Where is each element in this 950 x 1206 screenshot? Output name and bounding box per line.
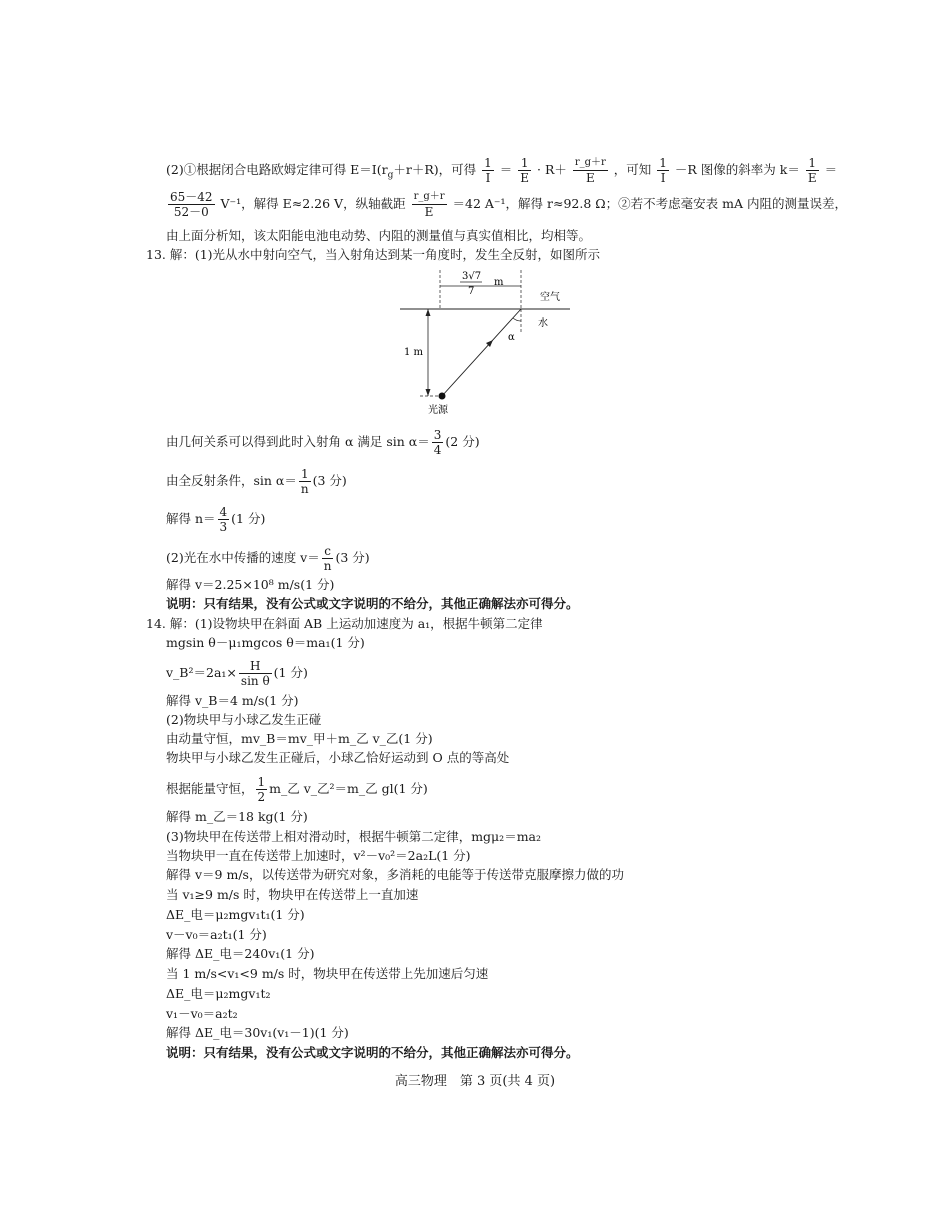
q12-text: (2)①根据闭合电路欧姆定律可得 E＝I(r	[166, 162, 388, 177]
q12-text: ＝42 A⁻¹，解得 r≈92.8 Ω；②若不考虑毫安表 mA 内阻的测量误差，	[452, 196, 847, 211]
arrowhead	[426, 389, 431, 396]
fraction: $\frac{1}{n}$	[300, 467, 309, 496]
q12-line-a	[166, 156, 837, 186]
q14-line-1: mgsin θ－μ₁mgcos θ＝ma₁(1 分)	[166, 635, 365, 650]
fraction: $\frac{4}{3}$	[219, 505, 228, 534]
fraction: $\frac{3}{4}$	[433, 428, 442, 457]
q12-text: ，可知	[613, 162, 652, 177]
q14-line-4: (2)物块甲与小球乙发生正碰	[166, 712, 322, 727]
q14-heading: 14. 解：(1)设物块甲在斜面 AB 上运动加速度为 a₁，根据牛顿第二定律	[146, 616, 543, 631]
q14-line-16: 当 1 m/s<v₁<9 m/s 时，物块甲在传送带上先加速后匀速	[166, 966, 489, 981]
q14-note: 说明：只有结果，没有公式或文字说明的不给分，其他正确解法亦可得分。	[166, 1045, 579, 1060]
q14-line-3: 解得 v_B＝4 m/s(1 分)	[166, 693, 299, 708]
q13-figure	[390, 266, 590, 416]
q12-text: －R 图像的斜率为 k＝	[674, 162, 800, 177]
fraction: $\frac{1}{I}$	[484, 156, 492, 185]
fraction: $\frac{1}{E}$	[520, 156, 530, 185]
fraction: $\frac{H}{\text{sin θ}}$	[240, 659, 270, 688]
page-footer: 高三物理 第 3 页(共 4 页)	[394, 1074, 556, 1089]
q12-line-b	[166, 190, 847, 219]
q14-line-15: 解得 ΔE_电＝240v₁(1 分)	[166, 946, 315, 961]
fraction: $\frac{1}{E}$	[807, 156, 817, 185]
air-label: 空气	[540, 292, 560, 303]
q14-line-18: v₁－v₀＝a₂t₂	[166, 1006, 238, 1021]
depth-label: 1 m	[404, 347, 424, 358]
angle-arc	[513, 318, 521, 321]
fraction: $\frac{1}{I}$	[659, 156, 667, 185]
q14-line-2: v_B²＝2a₁× $\frac{H}{\text{sin θ}}$ (1 分)	[166, 659, 308, 688]
q13-line-4: (2)光在水中传播的速度 v＝ $\frac{c}{n}$ (3 分)	[166, 544, 370, 573]
q13-line-5: 解得 v＝2.25×10⁸ m/s(1 分)	[166, 577, 335, 592]
q12-text: ＝	[824, 162, 838, 177]
q14-line-19: 解得 ΔE_电＝30v₁(v₁－1)(1 分)	[166, 1025, 349, 1040]
q14-line-14: v－v₀＝a₂t₁(1 分)	[166, 927, 267, 942]
alpha-label: α	[508, 332, 515, 343]
q14-line-13: ΔE_电＝μ₂mgv₁t₁(1 分)	[166, 907, 305, 922]
q12-text: ＋r＋R)，可得	[393, 162, 477, 177]
q12-line-c: 由上面分析知，该太阳能电池电动势、内阻的测量值与真实值相比，均相等。	[166, 228, 592, 243]
q14-line-9: (3)物块甲在传送带上相对滑动时，根据牛顿第二定律，mgμ₂＝ma₂	[166, 829, 542, 844]
arrowhead	[426, 309, 431, 316]
q12-sub: g	[387, 170, 394, 181]
water-label: 水	[538, 318, 548, 329]
fraction: $\frac{c}{n}$	[323, 544, 332, 573]
q14-line-12: 当 v₁≥9 m/s 时，物块甲在传送带上一直加速	[166, 887, 419, 902]
light-source	[439, 393, 446, 400]
width-label-num: 3√7	[462, 271, 482, 282]
q12-text: ＝	[499, 162, 513, 177]
q14-line-5: 由动量守恒，mv_B＝mv_甲＋m_乙 v_乙(1 分)	[166, 731, 433, 746]
fraction: $\frac{r\_g+r}{E}$	[574, 157, 606, 185]
fraction: $\frac{r\_g+r}{E}$	[413, 191, 445, 219]
q12-text: · R＋	[537, 162, 567, 177]
fraction: $\frac{1}{2}$	[257, 775, 266, 804]
q14-line-11: 解得 v＝9 m/s，以传送带为研究对象，多消耗的电能等于传送带克服摩擦力做的功	[166, 867, 624, 882]
q14-line-17: ΔE_电＝μ₂mgv₁t₂	[166, 986, 271, 1001]
q14-line-10: 当物块甲一直在传送带上加速时，v²－v₀²＝2a₂L(1 分)	[166, 848, 471, 863]
source-label: 光源	[428, 405, 448, 416]
fraction: $\frac{65-42}{52-0}$	[170, 190, 213, 219]
width-label-den: 7	[468, 286, 475, 297]
width-label-unit: m	[494, 277, 504, 288]
q14-line-7: 根据能量守恒， $\frac{1}{2}$ m_乙 v_乙²＝m_乙 gl(1 分)	[166, 775, 428, 804]
q13-line-3: 解得 n＝ $\frac{4}{3}$ (1 分)	[166, 505, 266, 534]
q13-note: 说明：只有结果，没有公式或文字说明的不给分，其他正确解法亦可得分。	[166, 596, 579, 611]
q14-line-8: 解得 m_乙＝18 kg(1 分)	[166, 809, 308, 824]
q12-text: V⁻¹，解得 E≈2.26 V，纵轴截距	[220, 196, 406, 211]
q13-line-2: 由全反射条件，sin α＝ $\frac{1}{n}$ (3 分)	[166, 467, 347, 496]
light-ray	[442, 309, 521, 396]
q13-line-1: 由几何关系可以得到此时入射角 α 满足 sin α＝ $\frac{3}{4}$ (2 分)	[166, 428, 480, 457]
q14-line-6: 物块甲与小球乙发生正碰后，小球乙恰好运动到 O 点的等高处	[166, 750, 510, 765]
q13-heading: 13. 解：(1)光从水中射向空气，当入射角达到某一角度时，发生全反射，如图所示	[146, 247, 601, 262]
